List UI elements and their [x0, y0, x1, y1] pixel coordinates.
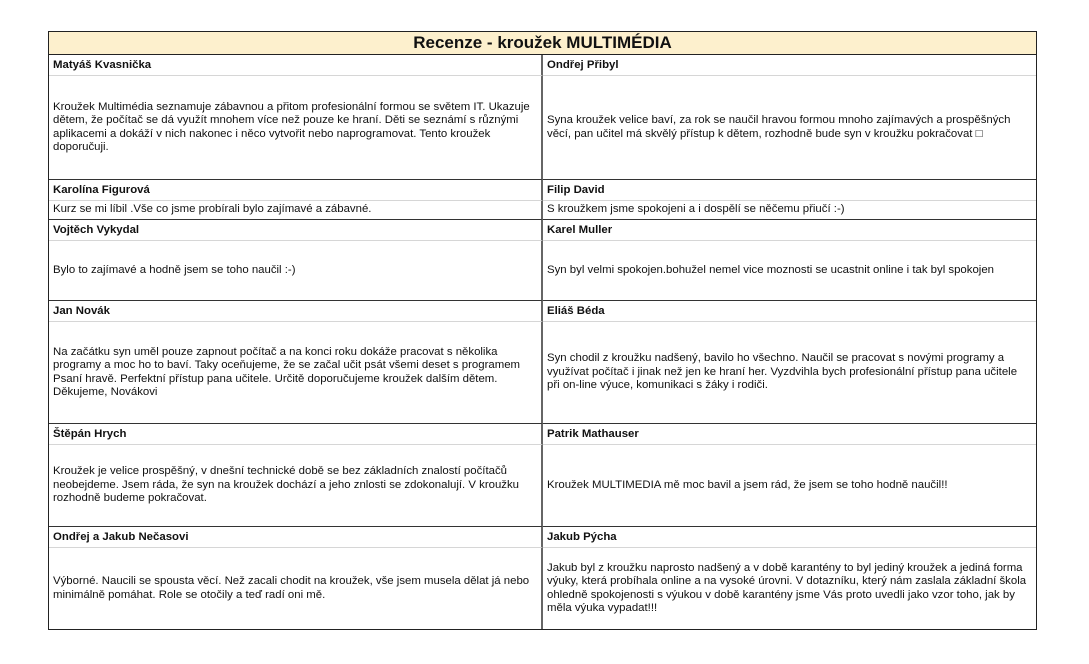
review-text-content: Kroužek je velice prospěšný, v dnešní technické době se bez základních znalostí počítačů neobejdeme. Jsem ráda, že syn na kroužek dochází a jeho znlosti se zdokonalují. V kroužku rozhodně budeme pokračovat.	[53, 465, 520, 505]
review-text-content: Syn chodil z kroužku nadšený, bavilo ho všechno. Naučil se pracovat s novými programy a využívat počítač i jinak než jen ke hraní her. Vyzdvihla bych profesionální přístup pana učitele při on-line výuce, komunikaci s žáky i rodiči.	[547, 352, 1018, 392]
reviewer-name: Jakub Pýcha	[543, 527, 1036, 548]
reviewer-name: Patrik Mathauser	[543, 424, 1036, 445]
review-text-content: S kroužkem jsme spokojeni a i dospělí se něčemu přiučí :-)	[547, 203, 845, 216]
table-title: Recenze - kroužek MULTIMÉDIA	[49, 32, 1036, 55]
review-text-content: Bylo to zajímavé a hodně jsem se toho naučil :-)	[53, 263, 296, 276]
reviewer-name: Filip David	[543, 180, 1036, 201]
reviewer-name: Karolína Figurová	[49, 180, 543, 201]
review-text-content: Kurz se mi líbil .Vše co jsme probírali bylo zajímavé a zábavné.	[53, 203, 372, 216]
review-text-content: Jakub byl z kroužku naprosto nadšený a v době karantény to byl jediný kroužek a jediná forma výuky, která probíhala online a na vysoké úrovni. V dotazníku, který nám zaslala základní škola ohledně spokojenosti s výukou v době karantény jsme Vás proto uvedli jako vzor toho, jak by měla výuka vypadat!!!	[547, 561, 1027, 614]
reviews-grid	[49, 55, 1036, 629]
review-text-content: Výborné. Naucili se spousta věcí. Než zacali chodit na kroužek, vše jsem musela dělat já nebo minimálně pomáhat. Role se otočily a teď radí oni mě.	[53, 575, 530, 601]
reviewer-name: Ondřej a Jakub Nečasovi	[49, 527, 543, 548]
review-text-content: Syna kroužek velice baví, za rok se naučil hravou formou mnoho zajímavých a prospěšných věcí, pan učitel má skvělý přístup k dětem, rozhodně bude syn v kroužku pokračovat □	[547, 114, 1011, 140]
review-text-content: Na začátku syn uměl pouze zapnout počítač a na konci roku dokáže pracovat s několika programy a moc ho to baví. Taky oceňujeme, že se začal učit psát všemi deset s programem Psaní hravě. Perfektní přístup pana učitele. Určitě doporučujeme kroužek dalším dětem. Děkujeme, Novákovi	[53, 345, 521, 398]
review-text	[49, 548, 543, 629]
reviewer-name: Štěpán Hrych	[49, 424, 543, 445]
reviews-table	[48, 31, 1037, 630]
review-text	[543, 548, 1036, 629]
reviewer-name: Jan Novák	[49, 301, 543, 322]
review-text-content: Syn byl velmi spokojen.bohužel nemel vice moznosti se ucastnit online i tak byl spokojen	[547, 263, 994, 276]
reviewer-name: Karel Muller	[543, 220, 1036, 241]
review-text	[543, 322, 1036, 424]
review-text	[49, 76, 543, 180]
review-text	[543, 76, 1036, 180]
review-text	[49, 201, 543, 220]
review-text	[543, 445, 1036, 527]
review-text-content: Kroužek MULTIMEDIA mě moc bavil a jsem rád, že jsem se toho hodně naučil!!	[547, 478, 948, 491]
review-text	[49, 322, 543, 424]
review-text	[543, 241, 1036, 301]
review-text	[543, 201, 1036, 220]
review-text	[49, 445, 543, 527]
review-text	[49, 241, 543, 301]
reviewer-name: Vojtěch Vykydal	[49, 220, 543, 241]
reviewer-name: Matyáš Kvasnička	[49, 55, 543, 76]
reviewer-name: Ondřej Přibyl	[543, 55, 1036, 76]
review-text-content: Kroužek Multimédia seznamuje zábavnou a přitom profesionální formou se světem IT. Ukazuje dětem, že počítač se dá využít mnohem více než pouze ke hraní. Děti se seznámí s různými aplikacemi a dokáží v nich nakonec i něco vytvořit nebo naprogramovat. Tento kroužek doporučuji.	[53, 100, 530, 153]
reviewer-name: Eliáš Béda	[543, 301, 1036, 322]
